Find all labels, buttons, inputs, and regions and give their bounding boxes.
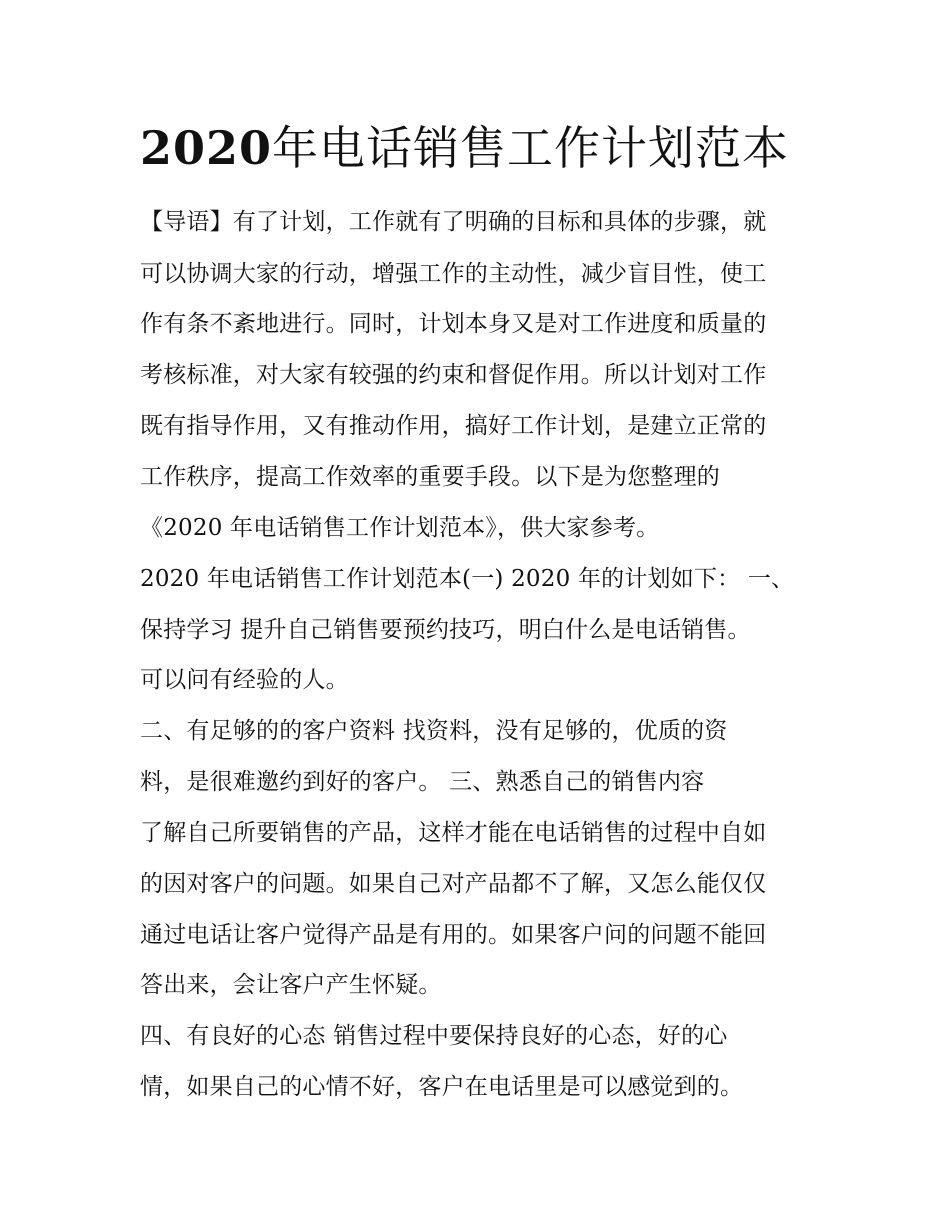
paragraph-line: 四、有良好的心态 销售过程中要保持良好的心态，好的心 bbox=[140, 1023, 728, 1049]
paragraph-line: 作有条不紊地进行。同时，计划本身又是对工作进度和质量的 bbox=[140, 311, 767, 337]
paragraph-line: 情，如果自己的心情不好，客户在电话里是可以感觉到的。 bbox=[140, 1074, 744, 1100]
paragraph-line: 既有指导作用，又有推动作用，搞好工作计划，是建立正常的 bbox=[140, 413, 767, 439]
paragraph-line: 料，是很难邀约到好的客户。 三、熟悉自己的销售内容 bbox=[140, 769, 705, 795]
paragraph-line: 可以问有经验的人。 bbox=[140, 667, 349, 693]
title-year: 2020 bbox=[140, 121, 273, 175]
paragraph-line: 了解自己所要销售的产品，这样才能在电话销售的过程中自如 bbox=[140, 820, 767, 846]
paragraph-line: 工作秩序，提高工作效率的重要手段。以下是为您整理的 bbox=[140, 464, 720, 490]
paragraph-line: 《2020 年电话销售工作计划范本》，供大家参考。 bbox=[140, 515, 660, 541]
paragraph-line: 【导语】有了计划，工作就有了明确的目标和具体的步骤，就 bbox=[140, 209, 767, 235]
paragraph-line: 考核标准，对大家有较强的约束和督促作用。所以计划对工作 bbox=[140, 362, 767, 388]
paragraph-line: 可以协调大家的行动，增强工作的主动性，减少盲目性，使工 bbox=[140, 261, 767, 287]
paragraph-line: 通过电话让客户觉得产品是有用的。如果客户问的问题不能回 bbox=[140, 922, 767, 948]
paragraph-line: 二、有足够的的客户资料 找资料，没有足够的，优质的资 bbox=[140, 718, 728, 744]
paragraph-line: 答出来，会让客户产生怀疑。 bbox=[140, 972, 442, 998]
document-title bbox=[140, 112, 840, 184]
paragraph-line: 2020 年电话销售工作计划范本(一) 2020 年的计划如下： 一、 bbox=[140, 566, 795, 592]
paragraph-line: 的因对客户的问题。如果自己对产品都不了解，又怎么能仅仅 bbox=[140, 871, 767, 897]
title-text: 年电话销售工作计划范本 bbox=[272, 121, 790, 175]
paragraph-line: 保持学习 提升自己销售要预约技巧，明白什么是电话销售。 bbox=[140, 617, 751, 643]
